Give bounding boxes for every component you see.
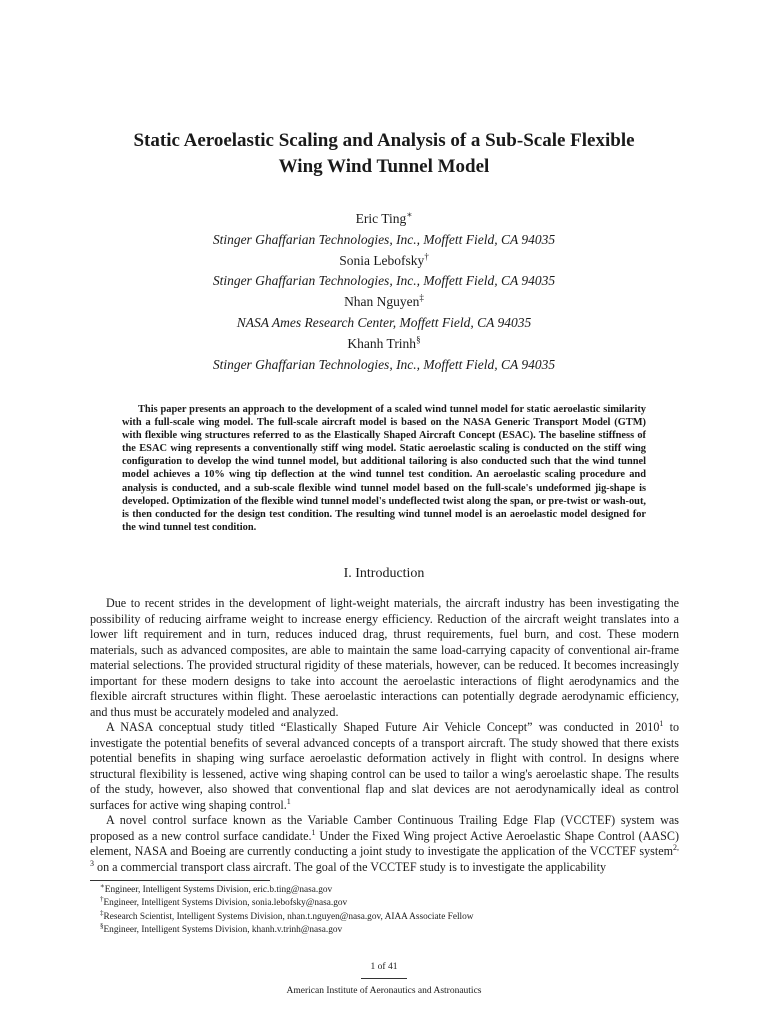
title-line-2: Wing Wind Tunnel Model <box>278 156 490 177</box>
citation: 2, 3 <box>90 842 679 868</box>
page-footer-divider <box>361 978 407 979</box>
footnote: ‡Research Scientist, Intelligent Systems Division, nhan.t.nguyen@nasa.gov, AIAA Associate Fellow <box>100 908 474 922</box>
section-heading: I. Introduction <box>343 566 425 581</box>
author-name: Eric Ting∗ <box>355 209 413 226</box>
author-name: Sonia Lebofsky† <box>339 251 429 268</box>
body-paragraph-1: Due to recent strides in the development of light-weight materials, the aircraft industry has been investigating the possibility of reducing airframe weight to increase energy efficiency. Reduction of the aircraft weight translates into a lower lift requirement and in turn, reduces induced drag, thrust requirements, fuel burn, and cost. These modern materials, such as advanced composites, are able to maintain the same load-carrying capacity of conventional air-frame material selections. The provided structural rigidity of these materials, however, can be reduced. It becomes increasingly important for these modern designs to take into account the aeroelastic interactions of flight aerodynamics and the flexible aircraft structures within flight. These aeroelastic interactions can potentially degrade aerodynamic efficiency, and thus must be accurately modeled and analyzed. <box>90 596 679 719</box>
author-affiliation: Stinger Ghaffarian Technologies, Inc., Moffett Field, CA 94035 <box>212 231 556 247</box>
body-paragraph-3: A novel control surface known as the Variable Camber Continuous Trailing Edge Flap (VCCTEF) system was proposed as a new control surface candidate.$^1$ Under the Fixed Wing project Active Aeroelastic Shape Control (AASC) element, NASA and Boeing are currently conducting a joint study to investigate the application of the VCCTEF system$^{2, 3}$ on a commercial transport class aircraft. The goal of the VCCTEF study is to investigate the applicability <box>90 813 679 874</box>
footnote: §Engineer, Intelligent Systems Division, khanh.v.trinh@nasa.gov <box>100 921 343 935</box>
citation: 1 <box>659 718 664 728</box>
author-affiliation: Stinger Ghaffarian Technologies, Inc., Moffett Field, CA 94035 <box>212 356 556 372</box>
introduction-body <box>90 596 679 875</box>
title-line-1: Static Aeroelastic Scaling and Analysis of a Sub-Scale Flexible <box>133 130 635 151</box>
body-paragraph-2: A NASA conceptual study titled “Elastically Shaped Future Air Vehicle Concept” was conducted in 2010$^1$ to investigate the potential benefits of several advanced concepts of a transport aircraft. The study showed that there exists potential benefits in shaping wing surface aeroelastic deformation actively in flight with control. In designs where structural flexibility is lessened, active wing shaping control can be used to tailor a wing's aeroelastic shape. The results of the study, however, also showed that conventional flap and slat devices are not aerodynamically ideal as control surfaces for active wing shaping control.$^1$ <box>90 718 679 812</box>
author-name: Nhan Nguyen‡ <box>344 292 424 310</box>
footnote-divider <box>90 880 270 881</box>
citation: 1 <box>311 827 316 837</box>
abstract: This paper presents an approach to the development of a scaled wind tunnel model for static aeroelastic similarity with a full-scale wing model. The full-scale aircraft model is based on the NASA Generic Transport Model (GTM) with flexible wing structures referred to as the Elastically Shaped Aircraft Concept (ESAC). The baseline stiffness of the ESAC wing represents a conventionally stiff wing model. Static aeroelastic scaling is conducted on the stiff wing configuration to develop the wind tunnel model, but additional tailoring is also conducted such that the wind tunnel model achieves a 10% wing tip deflection at the wind tunnel test condition. An aeroelastic scaling procedure and analysis is conducted, and a sub-scale flexible wind tunnel model based on the full-scale's undeformed jig-shape is developed. Optimization of the flexible wind tunnel model's undeflected twist along the span, or pre-twist or wash-out, is then conducted for the design test condition. The resulting wind tunnel model is an aeroelastic model designed for the wind tunnel test condition. <box>122 404 646 533</box>
footnote: ∗Engineer, Intelligent Systems Division, eric.b.ting@nasa.gov <box>100 881 333 895</box>
author-block <box>60 209 708 375</box>
publisher-footer: American Institute of Aeronautics and Astronautics <box>286 986 482 996</box>
footnotes <box>100 881 680 937</box>
author-affiliation: NASA Ames Research Center, Moffett Field, CA 94035 <box>236 314 532 330</box>
paper-title <box>60 128 708 180</box>
author-affiliation: Stinger Ghaffarian Technologies, Inc., Moffett Field, CA 94035 <box>212 273 556 289</box>
author-name: Khanh Trinh§ <box>347 334 421 351</box>
page-number: 1 of 41 <box>370 962 398 972</box>
footnote: †Engineer, Intelligent Systems Division, sonia.lebofsky@nasa.gov <box>100 895 348 909</box>
citation: 1 <box>286 796 291 806</box>
